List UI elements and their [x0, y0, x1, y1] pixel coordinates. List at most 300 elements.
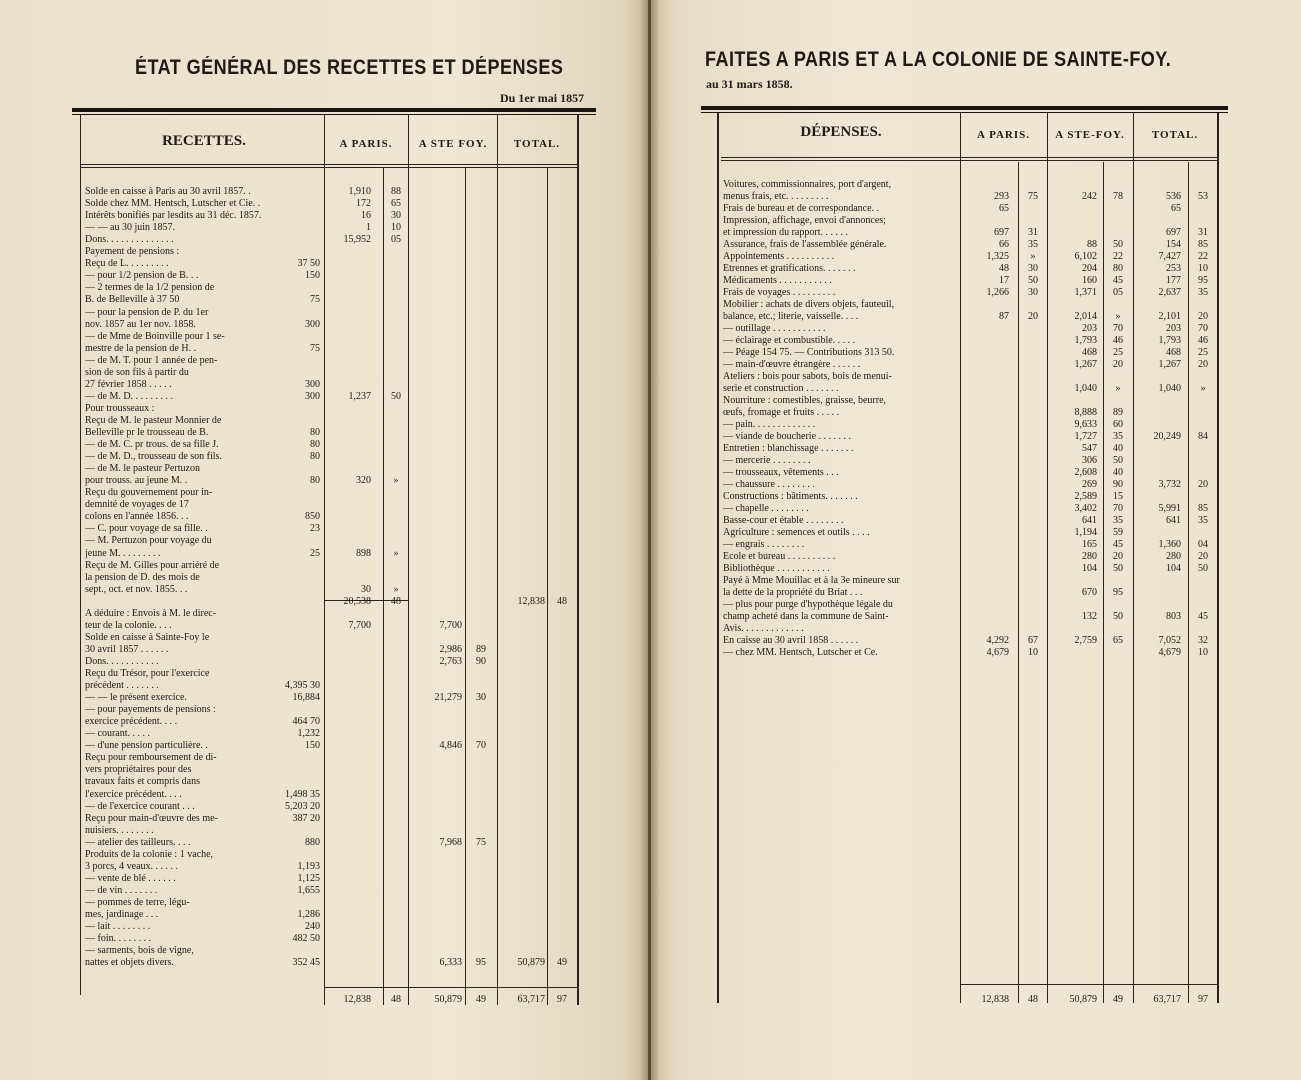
table-row	[651, 311, 1291, 323]
row-total-cents: 48	[557, 595, 567, 607]
row-label: — de M. T. pour 1 année de pen-	[85, 354, 218, 366]
table-row	[0, 945, 640, 957]
row-stefoy-cents: 40	[1113, 443, 1123, 454]
row-paris-cents: 50	[391, 390, 401, 402]
row-label: Reçu du Trésor, pour l'exercice	[85, 668, 210, 679]
table-row	[651, 227, 1291, 239]
row-subamount: 300	[305, 390, 320, 402]
row-stefoy-cents: »	[1115, 383, 1121, 394]
row-total-cents: 10	[1198, 647, 1208, 658]
table-row	[0, 873, 640, 885]
row-stefoy: 242	[1082, 191, 1097, 202]
row-label: — de l'exercice courant . . .	[85, 800, 195, 812]
row-stefoy-cents: 25	[1113, 347, 1123, 358]
row-total-cents: 35	[1198, 287, 1208, 298]
top-thick-rule	[72, 108, 596, 112]
right-page-title: FAITES A PARIS ET A LA COLONIE DE SAINTE-FOY.	[705, 48, 1172, 71]
row-label: — de M. D., trousseau de son fils.	[85, 451, 222, 463]
row-paris: 87	[999, 311, 1009, 322]
table-row	[0, 186, 640, 198]
row-label: — vente de blé . . . . . .	[85, 872, 176, 884]
table-row	[0, 897, 640, 909]
table-row	[651, 239, 1291, 251]
table-row	[651, 275, 1291, 287]
row-label: — chez MM. Hentsch, Lutscher et Ce.	[723, 647, 878, 658]
row-total: 468	[1166, 347, 1181, 358]
table-row	[0, 740, 640, 752]
row-paris: 1,266	[986, 287, 1009, 298]
row-stefoy-cents: 70	[1113, 503, 1123, 514]
depenses-header: DÉPENSES.	[800, 124, 882, 140]
row-label: Pour trousseaux :	[85, 402, 155, 414]
row-subamount: 1,232	[297, 728, 320, 740]
total-stefoy: 50,879	[434, 994, 462, 1005]
row-stefoy-cents: 46	[1113, 335, 1123, 346]
row-total: 12,838	[517, 595, 545, 607]
row-stefoy: 306	[1082, 455, 1097, 466]
table-row	[0, 668, 640, 680]
left-page	[0, 0, 648, 1080]
row-stefoy: 2,589	[1074, 491, 1097, 502]
row-label: sept., oct. et nov. 1855. . .	[85, 583, 188, 595]
row-stefoy: 547	[1082, 443, 1097, 454]
row-label: Dons. . . . . . . . . . .	[85, 655, 159, 667]
row-label: œufs, fromage et fruits . . . . .	[723, 407, 840, 418]
row-total: 280	[1166, 551, 1181, 562]
row-label: — pour payements de pensions :	[85, 704, 216, 716]
table-row	[0, 535, 640, 547]
row-paris-cents: 20	[1028, 311, 1038, 322]
row-label: la dette de la propriété du Briat . . .	[723, 587, 863, 598]
row-subamount: 300	[305, 378, 320, 390]
top-thin-rule	[701, 112, 1228, 113]
row-paris: 16	[361, 210, 371, 222]
table-row	[0, 921, 640, 933]
row-paris-cents: 48	[391, 595, 401, 607]
row-label: — d'une pension particulière. .	[85, 740, 208, 752]
row-label: jeune M. . . . . . . . .	[85, 547, 161, 559]
row-total-cents: 70	[1198, 323, 1208, 334]
row-paris: 172	[356, 198, 371, 210]
row-total: 20,249	[1153, 431, 1181, 442]
row-label: Reçu de L. . . . . . . . .	[85, 258, 169, 270]
row-stefoy: 4,846	[439, 740, 462, 752]
row-label: Dons. . . . . . . . . . . . . .	[85, 234, 174, 246]
row-label: — 2 termes de la 1/2 pension de	[85, 282, 215, 294]
row-stefoy-cents: 95	[476, 957, 486, 969]
row-label: — éclairage et combustible. . . . .	[723, 335, 856, 346]
row-stefoy: 3,402	[1074, 503, 1097, 514]
row-label: teur de la colonie. . . .	[85, 619, 172, 631]
table-row	[0, 234, 640, 246]
row-label: — pour la pension de P. du 1er	[85, 306, 209, 318]
table-row	[651, 623, 1291, 635]
table-row	[0, 632, 640, 644]
row-subamount: 4,395 30	[285, 680, 320, 692]
row-total: 4,679	[1158, 647, 1181, 658]
table-row	[651, 479, 1291, 491]
total-paris: 12,838	[981, 994, 1009, 1005]
row-paris: 66	[999, 239, 1009, 250]
row-total-cents: 46	[1198, 335, 1208, 346]
row-stefoy-cents: 15	[1113, 491, 1123, 502]
row-total: 203	[1166, 323, 1181, 334]
row-label: Voitures, commissionnaires, port d'argent,	[723, 179, 892, 190]
row-total-cents: 95	[1198, 275, 1208, 286]
row-stefoy-cents: 60	[1113, 419, 1123, 430]
table-row	[0, 523, 640, 535]
row-paris: 1,237	[348, 390, 371, 402]
table-row	[0, 427, 640, 439]
row-label: — courant. . . . .	[85, 728, 150, 740]
header-divider	[721, 157, 1218, 158]
row-label: Impression, affichage, envoi d'annonces;	[723, 215, 886, 226]
row-stefoy: 9,633	[1074, 419, 1097, 430]
row-total: 1,267	[1158, 359, 1181, 370]
row-stefoy-cents: »	[1115, 311, 1121, 322]
recettes-header: RECETTES.	[162, 133, 246, 149]
total-line	[960, 984, 1218, 985]
table-row	[651, 347, 1291, 359]
row-label: travaux faits et compris dans	[85, 776, 200, 788]
row-stefoy-cents: 40	[1113, 467, 1123, 478]
table-row	[0, 258, 640, 270]
row-total-cents: 04	[1198, 539, 1208, 550]
row-label: nattes et objets divers.	[85, 957, 174, 969]
row-label: pour trouss. au jeune M. .	[85, 475, 188, 487]
table-row	[651, 635, 1291, 647]
row-stefoy-cents: 35	[1113, 515, 1123, 526]
row-label: vers propriétaires pour des	[85, 764, 192, 776]
row-label: — C. pour voyage de sa fille. .	[85, 523, 208, 535]
total-header: TOTAL.	[1151, 129, 1199, 141]
row-label: — pommes de terre, légu-	[85, 896, 190, 908]
table-row	[0, 439, 640, 451]
table-row	[0, 487, 640, 499]
table-row	[0, 849, 640, 861]
row-stefoy: 1,793	[1074, 335, 1097, 346]
row-paris: 1	[366, 222, 371, 234]
row-stefoy: 1,267	[1074, 359, 1097, 370]
table-row	[651, 515, 1291, 527]
row-paris: 1,910	[348, 186, 371, 197]
row-stefoy: 104	[1082, 563, 1097, 574]
table-row	[0, 198, 640, 210]
table-row	[0, 246, 640, 258]
row-label: — de Mme de Boinville pour 1 se-	[85, 330, 225, 342]
row-label: — mercerie . . . . . . . .	[723, 455, 811, 466]
row-subamount: 5,203 20	[285, 800, 320, 812]
paris-header: A PARIS.	[339, 138, 393, 150]
row-label: Avis. . . . . . . . . . . . .	[723, 623, 804, 634]
row-paris-cents: 31	[1028, 227, 1038, 238]
row-label: Payement de pensions :	[85, 246, 180, 258]
row-label: Frais de voyages . . . . . . . . .	[723, 287, 836, 298]
row-total-cents: 20	[1198, 359, 1208, 370]
row-label: — chaussure . . . . . . . .	[723, 479, 815, 490]
row-total: 5,991	[1158, 503, 1181, 514]
row-label: Assurance, frais de l'assemblée générale.	[723, 239, 887, 250]
row-label: Nourriture : comestibles, graisse, beurre,	[723, 395, 887, 406]
row-stefoy-cents: 50	[1113, 611, 1123, 622]
row-label: Reçu de M. le pasteur Monnier de	[85, 414, 222, 426]
right-page	[651, 0, 1301, 1080]
table-row	[0, 584, 640, 596]
table-row	[0, 608, 640, 620]
row-total: 7,052	[1158, 635, 1181, 646]
row-label: — — au 30 juin 1857.	[85, 222, 175, 234]
row-label: précédent . . . . . . .	[85, 680, 159, 692]
table-row	[0, 933, 640, 945]
row-stefoy: 2,759	[1074, 635, 1097, 646]
row-label: Solde chez MM. Hentsch, Lutscher et Cie. .	[85, 198, 261, 210]
row-stefoy: 670	[1082, 587, 1097, 598]
row-label: Bibliothèque . . . . . . . . . . .	[723, 563, 830, 574]
table-row	[651, 371, 1291, 383]
row-label: 27 février 1858 . . . . .	[85, 378, 172, 390]
table-row	[0, 596, 640, 608]
row-label: serie et construction . . . . . . .	[723, 383, 839, 394]
row-paris: 7,700	[348, 619, 371, 631]
row-total: 697	[1166, 227, 1181, 238]
total-stefoy-cents: 49	[1113, 994, 1123, 1005]
row-total: 50,879	[517, 957, 545, 969]
table-row	[0, 572, 640, 584]
row-stefoy-cents: 78	[1113, 191, 1123, 202]
row-label: demnité de voyages de 17	[85, 499, 189, 511]
table-row	[651, 179, 1291, 191]
row-stefoy-cents: 80	[1113, 263, 1123, 274]
top-thick-rule	[701, 106, 1228, 110]
row-label: Solde en caisse à Sainte-Foy le	[85, 631, 210, 643]
total-paris: 12,838	[343, 994, 371, 1005]
top-thin-rule	[72, 114, 596, 115]
table-row	[651, 455, 1291, 467]
table-row	[0, 716, 640, 728]
row-paris: 48	[999, 263, 1009, 274]
row-paris-cents: 30	[1028, 263, 1038, 274]
table-row	[651, 491, 1291, 503]
row-label: A déduire : Envois à M. le direc-	[85, 607, 217, 619]
row-subamount: 464 70	[292, 716, 320, 728]
row-paris-cents: 10	[1028, 647, 1038, 658]
row-total-cents: 85	[1198, 503, 1208, 514]
row-label: Basse-cour et étable . . . . . . . .	[723, 515, 844, 526]
recettes-total-row	[0, 994, 648, 1006]
row-label: colons en l'année 1856. . .	[85, 511, 189, 523]
row-subamount: 1,655	[297, 884, 320, 896]
total-paris-cents: 48	[1028, 994, 1038, 1005]
row-stefoy-cents: 50	[1113, 563, 1123, 574]
row-total-cents: 53	[1198, 191, 1208, 202]
row-label: 3 porcs, 4 veaux. . . . . .	[85, 860, 179, 872]
table-row	[0, 885, 640, 897]
row-stefoy: 8,888	[1074, 407, 1097, 418]
row-label: — chapelle . . . . . . . .	[723, 503, 809, 514]
table-row	[0, 451, 640, 463]
row-total-cents: 31	[1198, 227, 1208, 238]
row-total: 154	[1166, 239, 1181, 250]
row-total-cents: 22	[1198, 251, 1208, 262]
table-row	[651, 527, 1291, 539]
row-stefoy: 160	[1082, 275, 1097, 286]
row-paris-cents: »	[393, 583, 399, 595]
row-label: Entretien : blanchissage . . . . . . .	[723, 443, 854, 454]
row-label: — Péage 154 75. — Contributions 313 50.	[723, 347, 895, 358]
row-paris-cents: 30	[1028, 287, 1038, 298]
table-row	[651, 383, 1291, 395]
table-row	[0, 644, 640, 656]
table-row	[0, 801, 640, 813]
table-row	[0, 813, 640, 825]
table-row	[0, 728, 640, 740]
table-row	[0, 511, 640, 523]
row-paris-cents: »	[393, 475, 399, 487]
total-stefoy-cents: 49	[476, 994, 486, 1005]
total-total: 63,717	[1153, 994, 1181, 1005]
row-stefoy-cents: 20	[1113, 359, 1123, 370]
table-row	[0, 282, 640, 294]
row-label: sion de son fils à partir du	[85, 366, 189, 378]
row-total: 65	[1171, 203, 1181, 214]
row-total-cents: 20	[1198, 551, 1208, 562]
table-row	[0, 825, 640, 837]
table-row	[0, 764, 640, 776]
row-total-cents: 32	[1198, 635, 1208, 646]
row-total: 177	[1166, 275, 1181, 286]
row-total: 1,360	[1158, 539, 1181, 550]
row-label: — pour 1/2 pension de B. . .	[85, 270, 199, 282]
row-paris: 4,292	[986, 635, 1009, 646]
row-label: — plus pour purge d'hypothèque légale du	[723, 599, 893, 610]
row-label: Frais de bureau et de correspondance. .	[723, 203, 880, 214]
table-row	[0, 307, 640, 319]
table-row	[651, 419, 1291, 431]
row-label: Ateliers : bois pour sabots, bois de menui-	[723, 371, 892, 382]
row-subamount: 75	[310, 342, 320, 354]
row-label: — viande de boucherie . . . . . . .	[723, 431, 852, 442]
row-stefoy: 280	[1082, 551, 1097, 562]
table-row	[651, 251, 1291, 263]
row-label: champ acheté dans la commune de Saint-	[723, 611, 889, 622]
total-header: TOTAL.	[513, 138, 561, 150]
row-stefoy: 2,763	[439, 655, 462, 667]
row-label: mes, jardinage . . .	[85, 909, 159, 920]
header-divider-2	[80, 167, 577, 168]
row-stefoy: 269	[1082, 479, 1097, 490]
table-row	[0, 656, 640, 668]
table-row	[651, 203, 1291, 215]
row-stefoy-cents: 89	[1113, 407, 1123, 418]
row-stefoy: 21,279	[434, 692, 462, 704]
row-total: 536	[1166, 191, 1181, 202]
row-label: Reçu pour remboursement de di-	[85, 752, 217, 764]
row-stefoy: 204	[1082, 263, 1097, 274]
row-stefoy-cents: 05	[1113, 287, 1123, 298]
row-label: — de M. C. pr trous. de sa fille J.	[85, 439, 219, 451]
row-stefoy: 7,700	[439, 619, 462, 631]
table-row	[651, 611, 1291, 623]
row-stefoy-cents: 20	[1113, 551, 1123, 562]
row-stefoy: 1,040	[1074, 383, 1097, 394]
row-stefoy: 203	[1082, 323, 1097, 334]
row-stefoy: 1,727	[1074, 431, 1097, 442]
total-total-cents: 97	[1198, 994, 1208, 1005]
table-row	[651, 551, 1291, 563]
row-paris-cents: »	[1030, 251, 1036, 262]
row-subamount: 80	[310, 427, 320, 438]
row-label: — de vin . . . . . . .	[85, 884, 158, 896]
row-label: nov. 1857 au 1er nov. 1858.	[85, 318, 196, 330]
row-paris: 898	[356, 547, 371, 559]
row-subamount: 1,125	[297, 872, 320, 884]
row-label: balance, etc.; literie, vaisselle. . . .	[723, 311, 859, 322]
row-total: 641	[1166, 515, 1181, 526]
header-divider	[80, 164, 577, 165]
row-subamount: 80	[310, 451, 320, 463]
row-stefoy-cents: 50	[1113, 239, 1123, 250]
table-row	[0, 861, 640, 873]
stefoy-header: A STE FOY.	[418, 138, 488, 150]
row-total-cents: »	[1200, 383, 1206, 394]
row-total: 104	[1166, 563, 1181, 574]
table-row	[651, 503, 1291, 515]
table-row	[651, 407, 1291, 419]
table-row	[0, 776, 640, 788]
table-row	[0, 379, 640, 391]
row-subamount: 80	[310, 439, 320, 451]
book-gutter	[640, 0, 660, 1080]
row-subamount: 1,193	[297, 860, 320, 872]
row-stefoy: 2,608	[1074, 467, 1097, 478]
row-paris-cents: »	[393, 547, 399, 559]
row-total: 7,427	[1158, 251, 1181, 262]
table-row	[0, 680, 640, 692]
row-label: — lait . . . . . . . .	[85, 921, 151, 933]
table-row	[0, 499, 640, 511]
row-label: Reçu du gouvernement pour in-	[85, 487, 213, 499]
row-stefoy: 2,014	[1074, 311, 1097, 322]
table-row	[651, 587, 1291, 599]
row-label: Payé à Mme Mouillac et à la 3e mineure sur	[723, 575, 900, 586]
table-row	[0, 403, 640, 415]
row-label: — de M. le pasteur Pertuzon	[85, 463, 200, 475]
row-label: — M. Pertuzon pour voyage du	[85, 535, 212, 547]
table-row	[651, 335, 1291, 347]
row-total-cents: 85	[1198, 239, 1208, 250]
row-subamount: 1,286	[297, 909, 320, 920]
row-stefoy-cents: 22	[1113, 251, 1123, 262]
table-row	[651, 443, 1291, 455]
row-subamount: 352 45	[292, 957, 320, 969]
row-paris-cents: 75	[1028, 191, 1038, 202]
row-total: 1,040	[1158, 383, 1181, 394]
table-row	[0, 319, 640, 331]
row-label: Médicaments . . . . . . . . . . .	[723, 275, 832, 286]
row-label: — outillage . . . . . . . . . . .	[723, 323, 826, 334]
row-label: exercice précédent. . . .	[85, 716, 178, 728]
row-subamount: 75	[310, 294, 320, 306]
row-total: 2,637	[1158, 287, 1181, 298]
row-label: — sarments, bois de vigne,	[85, 945, 194, 957]
row-subamount: 16,884	[292, 692, 320, 704]
row-total: 253	[1166, 263, 1181, 274]
row-total-cents: 20	[1198, 479, 1208, 490]
row-label: mestre de la pension de H. .	[85, 342, 197, 354]
row-paris: 293	[994, 191, 1009, 202]
table-row	[0, 367, 640, 379]
table-row	[651, 191, 1291, 203]
